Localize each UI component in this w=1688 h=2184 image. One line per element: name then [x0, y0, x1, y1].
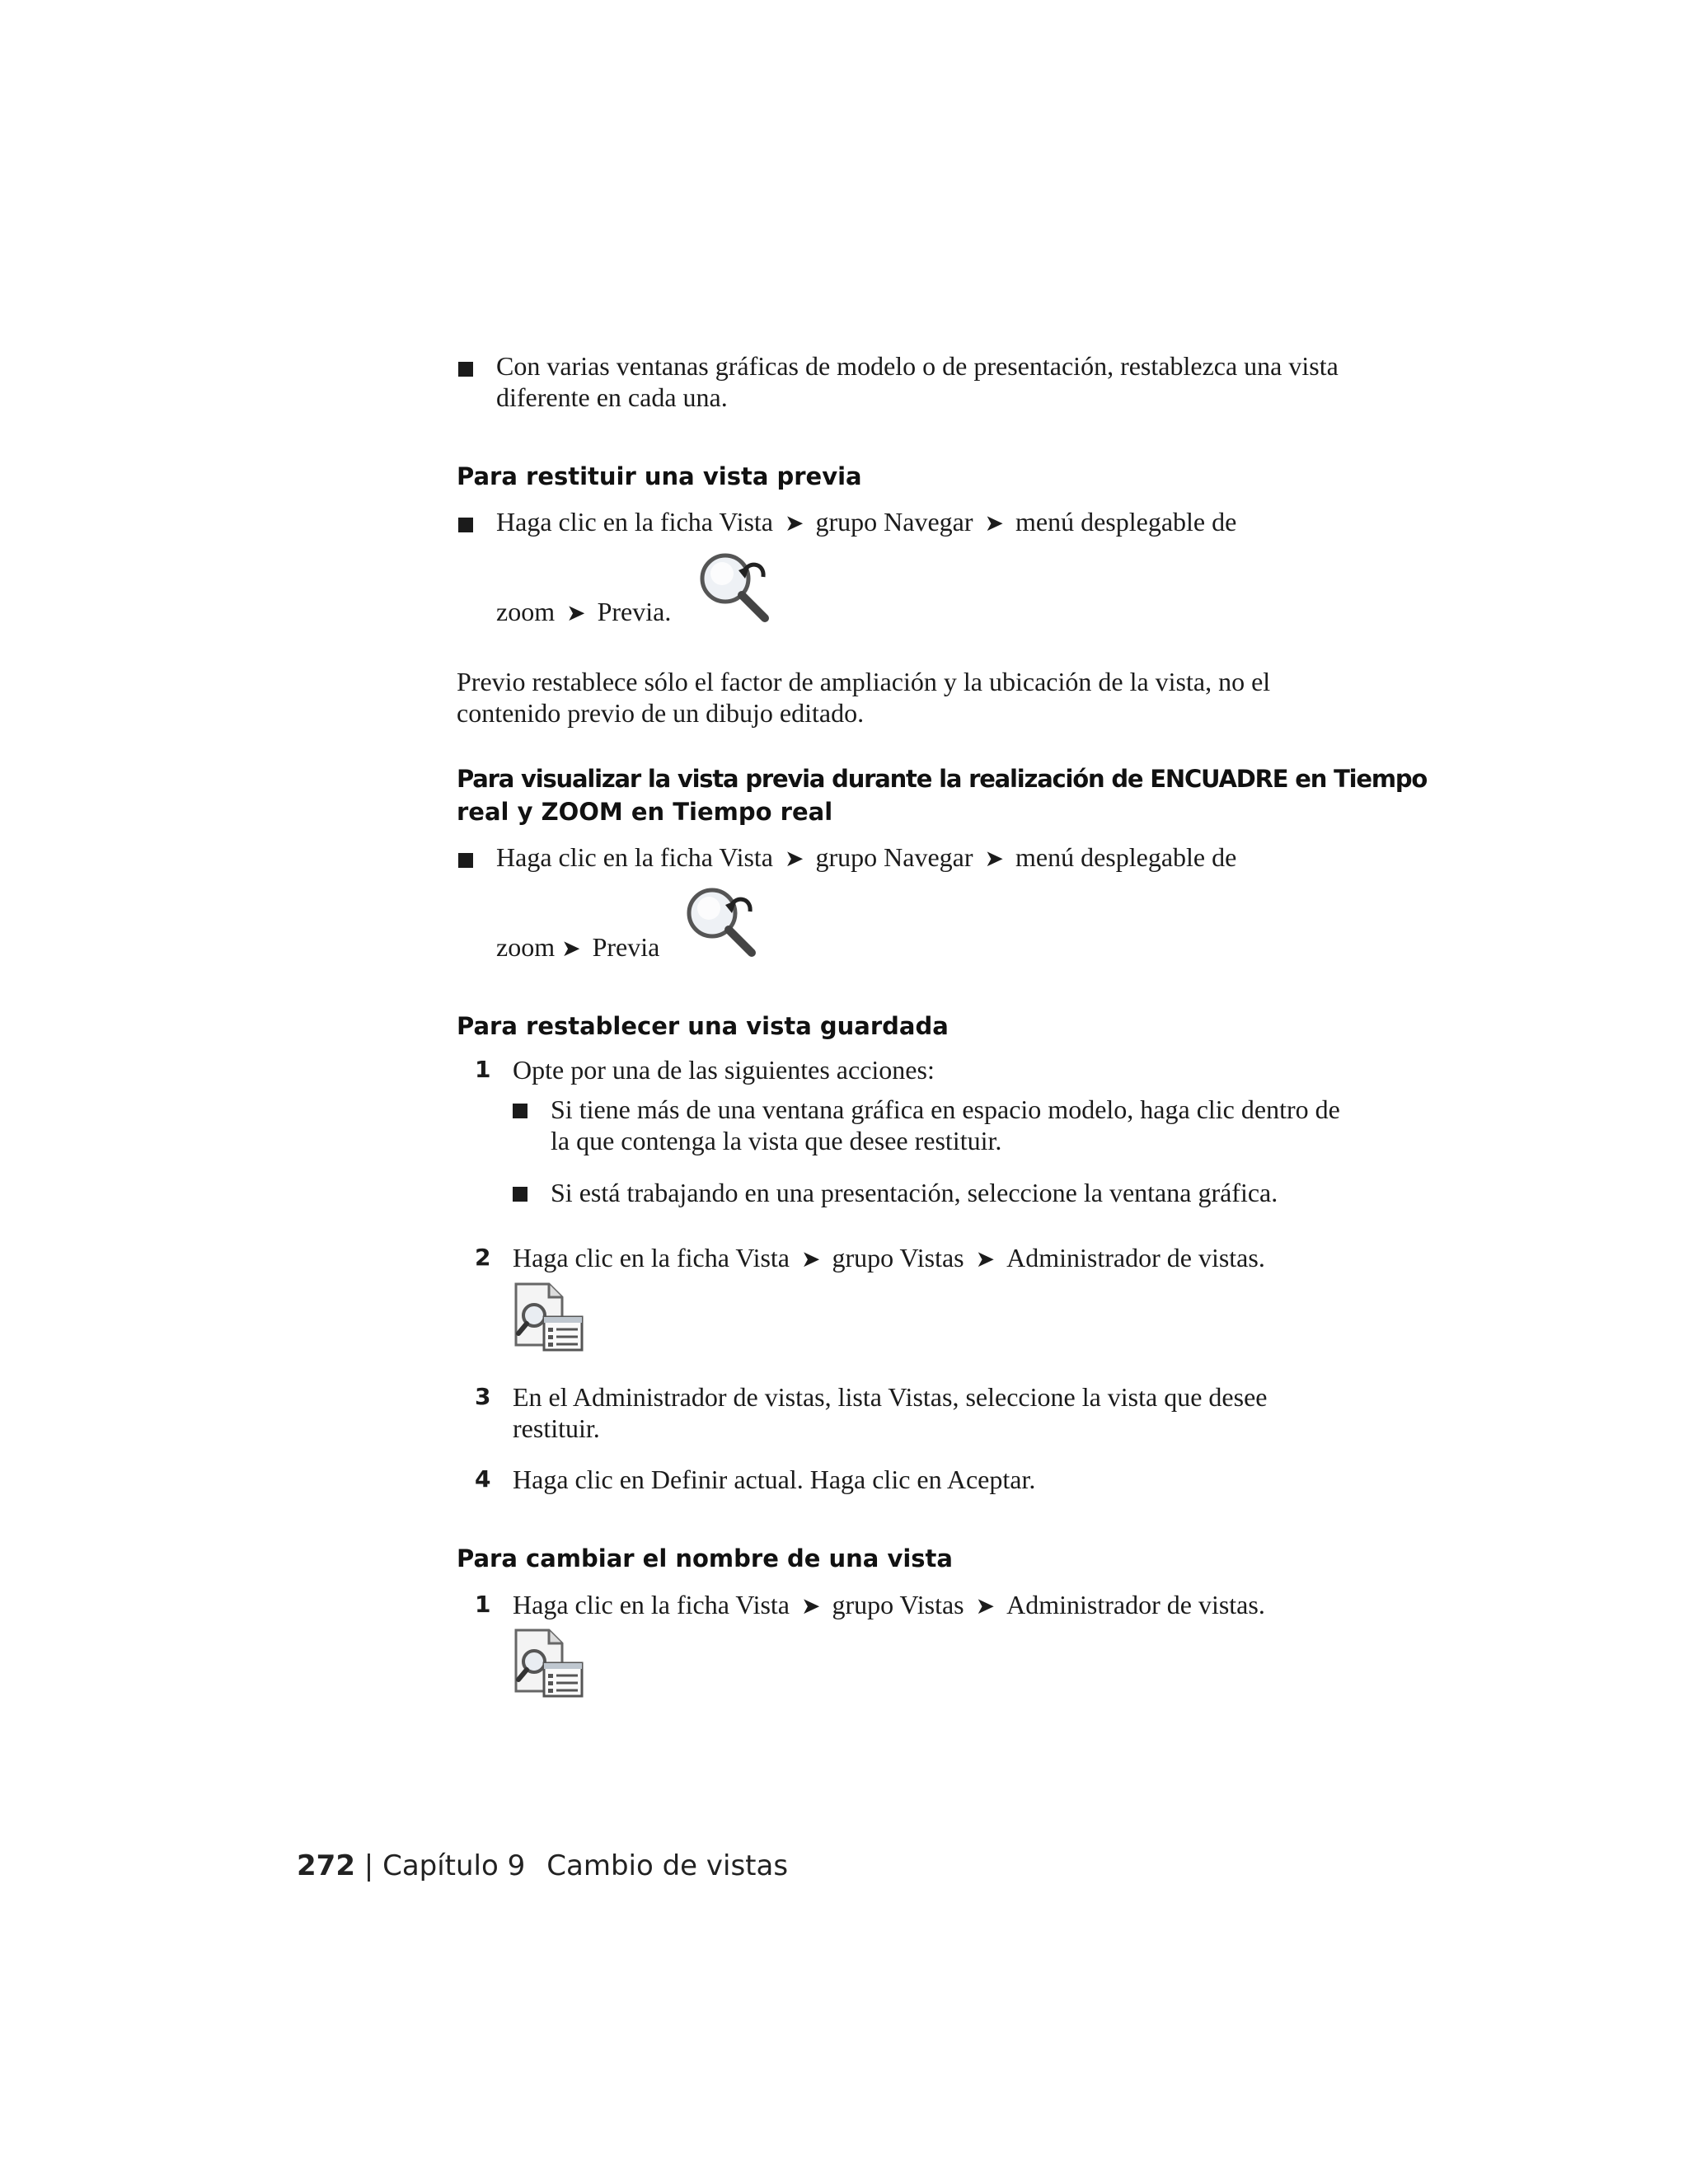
step-part: zoom — [496, 932, 556, 962]
paragraph-previo: Previo restablece sólo el factor de ampliación y la ubicación de la vista, no el contenido previo de un dibujo editado. — [457, 667, 1271, 728]
step-part: Previa. — [597, 597, 672, 626]
arrow-icon: ➤ — [801, 1592, 821, 1619]
arrow-icon: ➤ — [561, 935, 581, 962]
step-part: Administrador de vistas. — [1006, 1243, 1265, 1272]
step-part: Haga clic en la ficha Vista — [513, 1243, 790, 1272]
section1-step-line2 — [496, 596, 671, 629]
step-number: 3 — [475, 1383, 491, 1410]
heading-line: real y ZOOM en Tiempo real — [457, 798, 833, 826]
step-part: grupo Navegar — [815, 507, 973, 537]
arrow-icon: ➤ — [975, 1245, 996, 1272]
step-part: grupo Vistas — [832, 1590, 964, 1619]
step-part: Previa — [592, 932, 660, 962]
step-number: 1 — [475, 1056, 491, 1083]
heading-cambiar-nombre-vista: Para cambiar el nombre de una vista — [457, 1544, 953, 1572]
bullet-marker — [513, 1104, 528, 1118]
heading-restituir-vista-previa: Para restituir una vista previa — [457, 462, 862, 490]
bullet-marker — [458, 362, 473, 377]
page-footer — [297, 1848, 788, 1884]
chapter-label: Capítulo 9 — [382, 1849, 526, 1882]
arrow-icon: ➤ — [566, 599, 586, 626]
section1-step-line1 — [496, 506, 1236, 539]
step-part: Haga clic en la ficha Vista — [496, 842, 773, 872]
step-text: Opte por una de las siguientes acciones: — [513, 1055, 935, 1085]
arrow-icon: ➤ — [785, 845, 804, 872]
intro-bullet-text: Con varias ventanas gráficas de modelo o de presentación, restablezca una vista diferente en cada una. — [496, 351, 1339, 412]
sub-bullet-text: Si está trabajando en una presentación, seleccione la ventana gráfica. — [551, 1178, 1278, 1207]
step-part: Administrador de vistas. — [1006, 1590, 1265, 1619]
step-part: Haga clic en la ficha Vista — [496, 507, 773, 537]
footer-separator: | — [363, 1849, 374, 1882]
zoom-previous-icon — [679, 880, 758, 959]
step-text: En el Administrador de vistas, lista Vistas, seleccione la vista que desee restituir. — [513, 1382, 1268, 1443]
view-manager-icon — [511, 1279, 587, 1355]
view-manager-icon — [511, 1625, 587, 1701]
section2-step-line1 — [496, 841, 1236, 874]
step-part: menú desplegable de — [1015, 507, 1237, 537]
step-number: 1 — [475, 1591, 491, 1618]
arrow-icon: ➤ — [975, 1592, 996, 1619]
page-number: 272 — [297, 1849, 355, 1882]
arrow-icon: ➤ — [984, 509, 1004, 537]
sub-bullet-text: Si tiene más de una ventana gráfica en espacio modelo, haga clic dentro de la que contenga la vista que desee restituir. — [551, 1094, 1340, 1155]
heading-vista-previa-encuadre — [457, 762, 1428, 828]
step-part: grupo Navegar — [815, 842, 973, 872]
step-part: menú desplegable de — [1015, 842, 1237, 872]
bullet-marker — [458, 853, 473, 868]
step-text — [513, 1242, 1265, 1275]
arrow-icon: ➤ — [785, 509, 804, 537]
section2-step-line2 — [496, 931, 659, 964]
bullet-marker — [458, 518, 473, 532]
arrow-icon: ➤ — [801, 1245, 821, 1272]
step-text — [513, 1589, 1265, 1622]
arrow-icon: ➤ — [984, 845, 1004, 872]
step-part: zoom — [496, 597, 556, 626]
step-part: Haga clic en la ficha Vista — [513, 1590, 790, 1619]
step-part: grupo Vistas — [832, 1243, 964, 1272]
step-text: Haga clic en Definir actual. Haga clic en Aceptar. — [513, 1465, 1036, 1494]
bullet-marker — [513, 1187, 528, 1202]
heading-line: Para visualizar la vista previa durante la realización de ENCUADRE en Tiempo — [457, 765, 1428, 793]
step-number: 2 — [475, 1244, 491, 1271]
heading-restablecer-vista-guardada: Para restablecer una vista guardada — [457, 1012, 949, 1040]
step-number: 4 — [475, 1465, 491, 1493]
zoom-previous-icon — [692, 546, 771, 625]
chapter-title: Cambio de vistas — [546, 1849, 789, 1882]
